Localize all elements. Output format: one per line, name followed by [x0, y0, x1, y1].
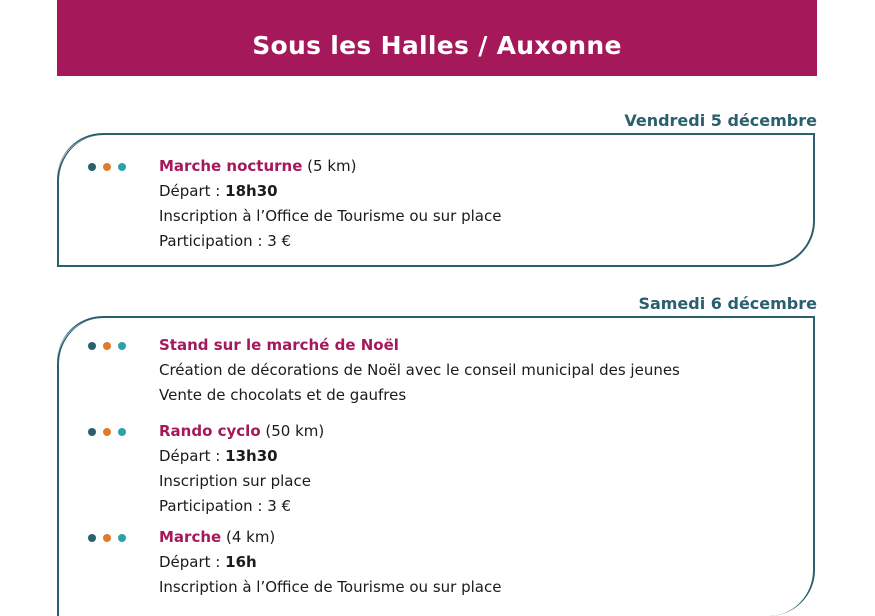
- event-title-line: [159, 333, 680, 358]
- day-panel-friday: [57, 133, 815, 267]
- depart-label: Départ :: [159, 182, 226, 200]
- event-depart-line: [159, 179, 501, 204]
- event-depart-line: [159, 444, 324, 469]
- event-info-line: Inscription à l’Office de Tourisme ou sur place: [159, 578, 502, 596]
- event-depart-line: [159, 550, 501, 575]
- day-label-saturday: Samedi 6 décembre: [638, 294, 817, 313]
- event-title-line: [159, 525, 501, 550]
- depart-label: Départ :: [159, 553, 226, 571]
- event-title-line: [159, 154, 501, 179]
- header-banner: [57, 0, 817, 76]
- depart-time: 13h30: [225, 447, 278, 465]
- three-dots-icon: [88, 342, 130, 352]
- event-info-line: Participation : 3 €: [159, 497, 292, 515]
- event-info-line: Inscription sur place: [159, 472, 311, 490]
- event-info-line: Participation : 3 €: [159, 232, 292, 250]
- event-distance: (50 km): [260, 422, 325, 440]
- event-info-line: Vente de chocolats et de gaufres: [159, 386, 407, 404]
- three-dots-icon: [88, 428, 130, 438]
- three-dots-icon: [88, 534, 130, 544]
- three-dots-icon: [88, 163, 130, 173]
- event-title: Stand sur le marché de Noël: [159, 336, 399, 354]
- event-title-line: [159, 419, 324, 444]
- depart-time: 16h: [225, 553, 257, 571]
- event-title: Rando cyclo: [159, 422, 261, 440]
- depart-time: 18h30: [225, 182, 278, 200]
- banner-location: Sous les Halles / Auxonne: [252, 31, 622, 60]
- event-info-line: Création de décorations de Noël avec le conseil municipal des jeunes: [159, 361, 680, 379]
- depart-label: Départ :: [159, 447, 226, 465]
- event-distance: (5 km): [302, 157, 357, 175]
- day-panel-saturday: [57, 316, 815, 616]
- event-title: Marche nocturne: [159, 157, 303, 175]
- event-distance: (4 km): [221, 528, 276, 546]
- event-title: Marche: [159, 528, 222, 546]
- banner-dates: [57, 0, 817, 2]
- event-info-line: Inscription à l’Office de Tourisme ou sur place: [159, 207, 502, 225]
- day-label-friday: Vendredi 5 décembre: [624, 111, 817, 130]
